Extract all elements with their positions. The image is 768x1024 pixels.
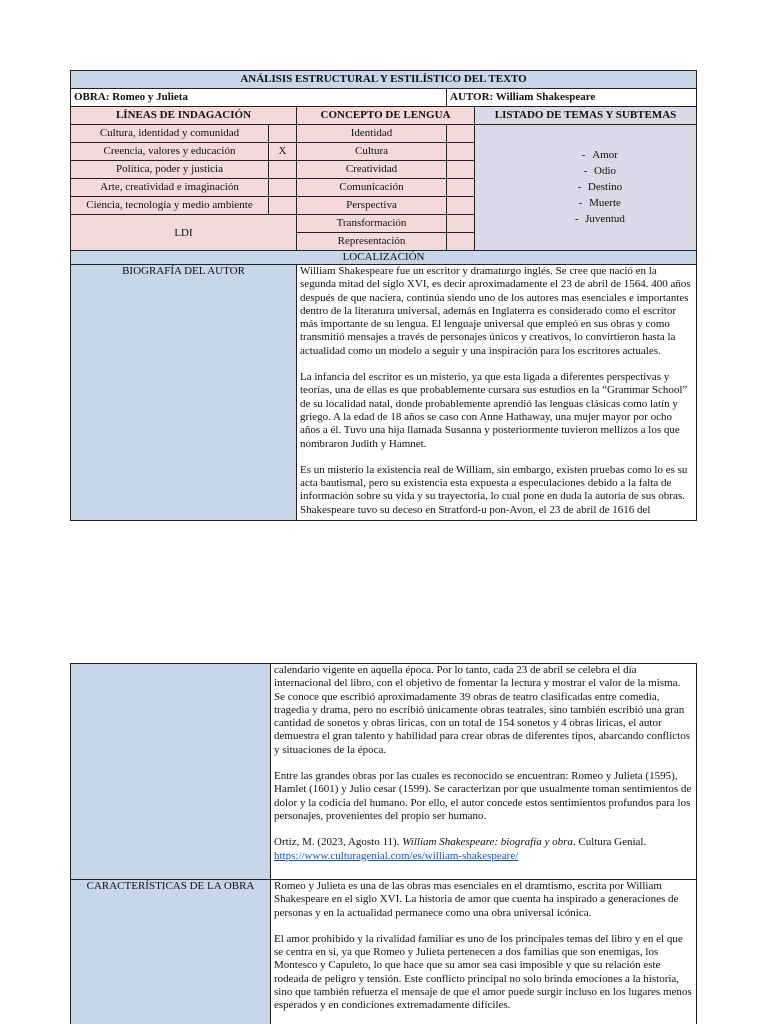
concepto-mark [447, 233, 475, 251]
biografia-paragraph: Entre las grandes obras por las cuales es reconocido se encuentran: Romeo y Julieta (1595), Hamlet (1601) y Julio cesar (1599). Se caracterizan por que usualmente toman sentimientos de dolor y la codicia del humano. Por ello, el autor concede estos sentimientos profundos para los personajes, provenientes del propio ser humano. [274, 770, 692, 822]
caracteristicas-paragraph: Romeo y Julieta es una de las obras mas esenciales en el dramtismo, escrita por William Shakespeare en el siglo XVI. La historia de amor que cuenta ha inspirado a generaciones de personas y en la actualidad permanece como una obra universal icónica. [274, 880, 679, 919]
biografia-text-continued [271, 664, 697, 880]
concepto-mark [447, 215, 475, 233]
linea-mark [269, 161, 297, 179]
document-title: ANÁLISIS ESTRUCTURAL Y ESTILÍSTICO DEL TEXTO [71, 71, 697, 89]
biografia-reference: Ortiz, M. (2023, Agosto 11). William Shakespeare: biografía y obra. Cultura Genial. https://www.culturagenial.com/es/william-shakespeare/ [274, 836, 647, 862]
biografia-text [297, 265, 697, 521]
biografia-label: BIOGRAFÍA DEL AUTOR [71, 265, 297, 521]
reference-title: William Shakespeare: biografía y obra [402, 836, 573, 849]
biografia-paragraph: calendario vigente en aquella época. Por lo tanto, cada 23 de abril se celebra el día internacional del libro, con el objetivo de fomentar la lectura y mostrar el valor de la misma. [274, 664, 681, 690]
concepto-label: Comunicación [297, 179, 447, 197]
biografia-paragraph: Es un misterio la existencia real de William, sin embargo, existen pruebas como lo es su acta bautismal, pero su existencia esta expuesta a especulaciones debido a la falta de información sobre su vida y su trayectoria, lo cual pone en duda la autoría de sus obras. Shakespeare tuvo su deceso en Stratford-u pon-Avon, el 23 de abril de 1616 del [300, 463, 688, 516]
linea-label: Cultura, identidad y comunidad [71, 125, 269, 143]
tema-item: - Amor [581, 149, 618, 161]
linea-label: Creencia, valores y educación [71, 143, 269, 161]
linea-mark [269, 197, 297, 215]
autor-field: AUTOR: William Shakespeare [447, 89, 697, 107]
concepto-label: Cultura [297, 143, 447, 161]
analysis-table-page-1 [70, 70, 696, 521]
concepto-mark [447, 161, 475, 179]
concepto-label: Creatividad [297, 161, 447, 179]
biografia-paragraph: William Shakespeare fue un escritor y dramaturgo inglés. Se cree que nació en la segunda mitad del siglo XVI, es decir aproximadamente el 23 de abril de 1564. 400 años después de que naciera, continúa siendo uno de los autores mas esenciales e importantes dentro de la literatura universal, además en Inglaterra es considerado como el escritor más importante de su lengua. El lenguaje universal que empleó en sus obras y como transmitió mensajes a través de personajes únicos y creativos, lo convirtieron hasta la actualidad como un modelo a seguir y una inspiración para los escritores actuales. [300, 265, 691, 357]
tema-item: - Muerte [578, 197, 621, 209]
caracteristicas-paragraph: El amor prohibido y la rivalidad familiar es uno de los principales temas del libro y en el que se centra en si, ya que Romeo y Julieta pertenecen a dos familias que son enemigas, los Montesco y Capuleto, lo que hace que su amor sea casi imposible y que su relación este rodeada de peligro y tensión. Este conflicto principal no solo brinda emociones a la historia, sino que también refuerza el mensaje de que el amor puede surgir incluso en los lugares menos esperados y en condiciones extremadamente difíciles. [274, 932, 692, 1012]
biografia-paragraph: Se conoce que escribió aproximadamente 39 obras de teatro clasificadas entre comedia, tragedia y drama, pero no escribió únicamente obras teatrales, sino también escribió una gran cantidad de sonetos y obras liricas, con un total de 154 sonetos y 4 obras liricas, el autor demuestra el gran talento y habilidad para crear obras de diferentes tipos, abarcando conflictos y situaciones de la época. [274, 690, 690, 756]
obra-field: OBRA: Romeo y Julieta [71, 89, 447, 107]
biografia-paragraph: La infancia del escritor es un misterio, ya que esta ligada a diferentes perspectivas y teorías, una de ellas es que probablemente cursara sus estudios en la “Grammar School” de su localidad natal, donde probablemente aprendió las lenguas clásicas como latín y griego. A la edad de 18 años se caso con Anne Hathaway, una mujer mayor por ocho años a él. Tuvo una hija llamada Susanna y posteriormente tuvieron mellizos a los que nombraron Judith y Hamnet. [300, 371, 688, 450]
concepto-mark [447, 197, 475, 215]
tema-item: - Odio [583, 165, 617, 177]
lineas-header: LÍNEAS DE INDAGACIÓN [71, 107, 297, 125]
tema-item: - Juventud [574, 213, 625, 225]
linea-label: Política, poder y justicia [71, 161, 269, 179]
linea-mark: X [269, 143, 297, 161]
concepto-label: Representación [297, 233, 447, 251]
caracteristicas-label: CARACTERÍSTICAS DE LA OBRA [71, 880, 271, 1024]
caracteristicas-text [271, 880, 697, 1024]
concepto-label: Perspectiva [297, 197, 447, 215]
linea-mark [269, 125, 297, 143]
localizacion-header: LOCALIZACIÓN [71, 251, 697, 265]
concepto-label: Identidad [297, 125, 447, 143]
temas-list [475, 125, 697, 251]
concepto-header: CONCEPTO DE LENGUA [297, 107, 475, 125]
concepto-mark [447, 125, 475, 143]
concepto-mark [447, 143, 475, 161]
concepto-mark [447, 179, 475, 197]
biografia-label-continued [71, 664, 271, 880]
ldi-cell: LDI [71, 215, 297, 251]
concepto-label: Transformación [297, 215, 447, 233]
tema-item: - Destino [577, 181, 623, 193]
temas-header: LISTADO DE TEMAS Y SUBTEMAS [475, 107, 697, 125]
analysis-table-page-2 [70, 663, 696, 1024]
linea-mark [269, 179, 297, 197]
linea-label: Ciencia, tecnología y medio ambiente [71, 197, 269, 215]
reference-link[interactable]: https://www.culturagenial.com/es/william-shakespeare/ [274, 849, 519, 862]
linea-label: Arte, creatividad e imaginación [71, 179, 269, 197]
